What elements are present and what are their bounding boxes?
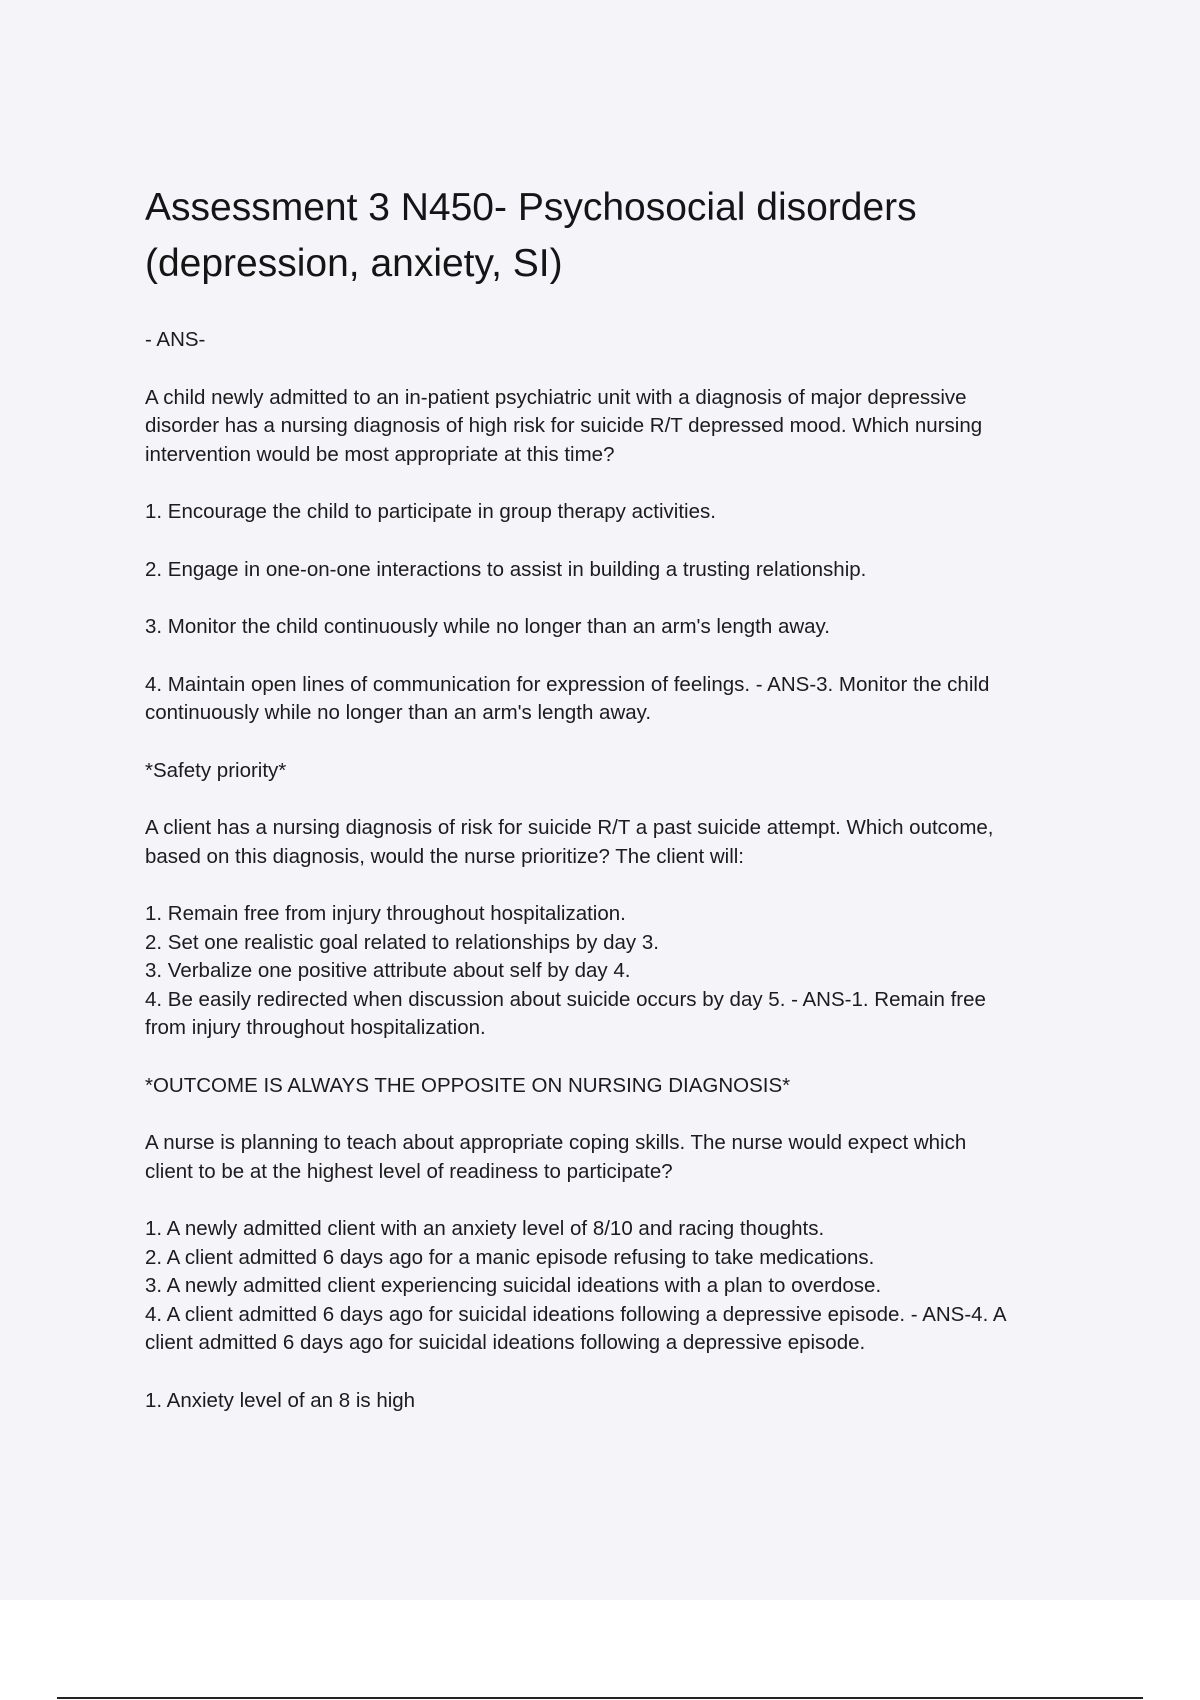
text-line: 4. Maintain open lines of communication for expression of feelings. - ANS-3. Monitor the child — [145, 672, 990, 696]
document-title — [145, 180, 1085, 292]
title-line: (depression, anxiety, SI) — [145, 242, 563, 285]
text-line: 4. A client admitted 6 days ago for suicidal ideations following a depressive episode. - ANS-4. A — [145, 1302, 1007, 1326]
text-line: client admitted 6 days ago for suicidal ideations following a depressive episode. — [145, 1331, 866, 1354]
page-divider — [57, 1697, 1143, 1699]
text-line: continuously while no longer than an arm's length away. — [145, 701, 652, 724]
question-3-stem — [145, 1129, 1085, 1186]
document-content — [145, 180, 1085, 1444]
text-line: A client has a nursing diagnosis of risk for suicide R/T a past suicide attempt. Which outcome, — [145, 816, 994, 839]
question-2-options-answer — [145, 900, 1085, 1043]
text-line: 1. A newly admitted client with an anxiety level of 8/10 and racing thoughts. — [145, 1217, 825, 1240]
question-1-option-1 — [145, 498, 1085, 527]
question-1-stem — [145, 384, 1085, 470]
question-3-rationale — [145, 1387, 1085, 1416]
text-line: 1. Anxiety level of an 8 is high — [145, 1388, 416, 1412]
text-line: disorder has a nursing diagnosis of high risk for suicide R/T depressed mood. Which nursing — [145, 414, 983, 437]
text-line: 3. Verbalize one positive attribute about self by day 4. — [145, 959, 631, 982]
question-1-option-4-answer — [145, 671, 1085, 728]
question-2-stem — [145, 814, 1085, 871]
text-line: 2. Set one realistic goal related to relationships by day 3. — [145, 930, 659, 954]
text-line: from injury throughout hospitalization. — [145, 1016, 486, 1039]
text-line: *Safety priority* — [145, 758, 287, 782]
question-1-note — [145, 757, 1085, 786]
text-line: A nurse is planning to teach about appropriate coping skills. The nurse would expect which — [145, 1131, 967, 1154]
text-line: 3. A newly admitted client experiencing suicidal ideations with a plan to overdose. — [145, 1274, 882, 1297]
text-line: - ANS- — [145, 328, 206, 351]
text-line: based on this diagnosis, would the nurse prioritize? The client will: — [145, 844, 745, 868]
text-line: A child newly admitted to an in-patient psychiatric unit with a diagnosis of major depressive — [145, 385, 967, 409]
text-line: 2. Engage in one-on-one interactions to assist in building a trusting relationship. — [145, 557, 867, 581]
text-line: client to be at the highest level of readiness to participate? — [145, 1159, 673, 1183]
question-2-note — [145, 1072, 1085, 1101]
text-line: intervention would be most appropriate at this time? — [145, 442, 615, 466]
text-line: 3. Monitor the child continuously while no longer than an arm's length away. — [145, 615, 830, 638]
question-1-option-2 — [145, 556, 1085, 585]
text-line: 1. Remain free from injury throughout hospitalization. — [145, 902, 626, 925]
text-line: 4. Be easily redirected when discussion about suicide occurs by day 5. - ANS-1. Remain free — [145, 987, 986, 1011]
text-line: 1. Encourage the child to participate in group therapy activities. — [145, 500, 716, 523]
question-1-option-3 — [145, 613, 1085, 642]
answer-marker — [145, 326, 1085, 355]
text-line: *OUTCOME IS ALWAYS THE OPPOSITE ON NURSING DIAGNOSIS* — [145, 1073, 791, 1097]
title-line: Assessment 3 N450- Psychosocial disorders — [145, 186, 917, 229]
question-3-options-answer — [145, 1215, 1085, 1358]
text-line: 2. A client admitted 6 days ago for a manic episode refusing to take medications. — [145, 1245, 875, 1269]
